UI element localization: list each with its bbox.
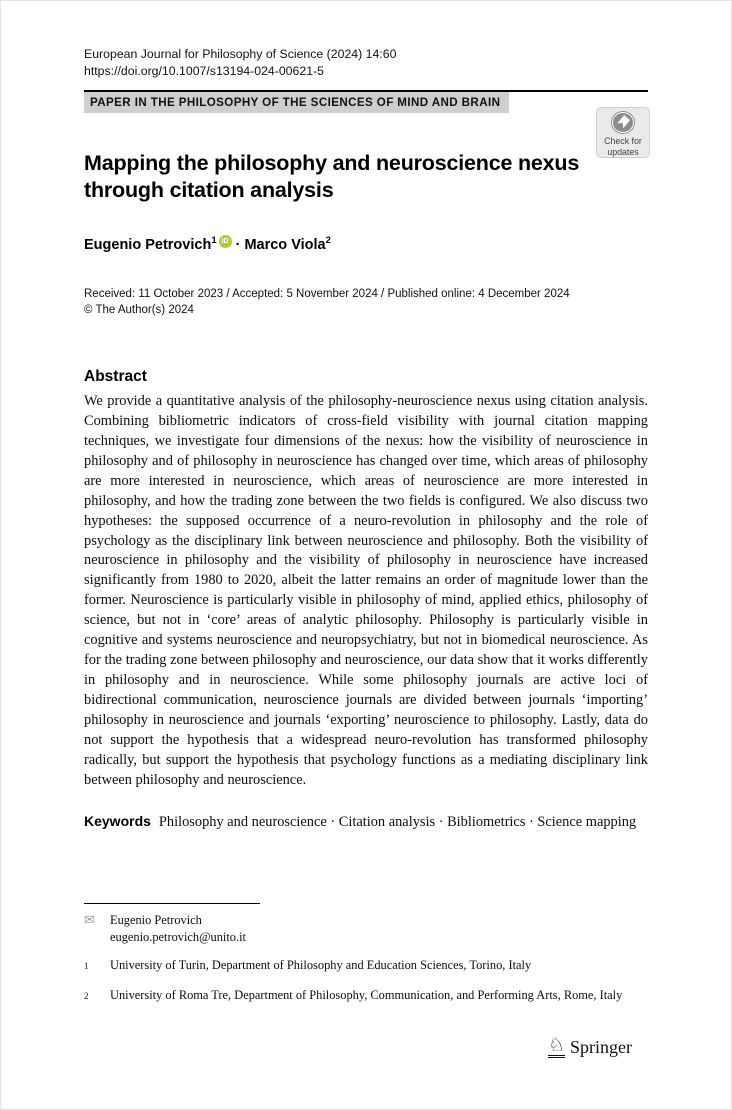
springer-horse-icon: ♘ xyxy=(547,1035,565,1056)
paper-category-banner: PAPER IN THE PHILOSOPHY OF THE SCIENCES OF MIND AND BRAIN xyxy=(84,92,509,113)
page-title xyxy=(84,150,648,204)
check-updates-label: Check for updates xyxy=(604,136,642,157)
received-accepted-published-line: Received: 11 October 2023 / Accepted: 5 November 2024 / Published online: 4 December 2024 xyxy=(84,287,570,300)
publisher-name: Springer xyxy=(570,1036,632,1057)
publication-dates xyxy=(84,286,648,319)
keywords-heading: Keywords xyxy=(84,812,151,829)
check-updates-icon xyxy=(612,112,634,133)
keywords-text: Philosophy and neuroscience · Citation analysis · Bibliometrics · Science mapping xyxy=(158,813,637,830)
title-line-2: through citation analysis xyxy=(84,178,334,202)
author-name-1: Eugenio Petrovich xyxy=(84,236,212,253)
affiliation-1-text: University of Turin, Department of Philosophy and Education Sciences, Torino, Italy xyxy=(110,958,532,972)
affiliation-2-text: University of Roma Tre, Department of Philosophy, Communication, and Performing Arts, Rome, Italy xyxy=(110,987,623,1002)
author-line xyxy=(84,235,648,253)
footnote-block xyxy=(84,903,648,1016)
affiliation-2-mark: 2 xyxy=(84,990,89,1001)
orcid-icon[interactable]: iD xyxy=(219,235,232,248)
journal-header xyxy=(84,46,648,80)
correspondence-row xyxy=(84,912,648,945)
abstract-text: We provide a quantitative analysis of the philosophy-neuroscience nexus using citation analysis. Combining bibliometric indicators of cross-field visibility with journal citation mapping techniques, we investigate four dimensions of the nexus: how the visibility of neuroscience in philosophy and of philosophy in neuroscience has changed over time, which areas of philosophy are more interested in neuroscience, which areas of neuroscience are more interested in philosophy, and how the trading zone between the two fields is configured. We also discuss two hypotheses: the supposed occurrence of a neuro-revolution in philosophy and the role of psychology as the disciplinary link between neuroscience and philosophy. Both the visibility of neuroscience in philosophy and the visibility of philosophy in neuroscience have increased significantly from 1980 to 2020, albeit the latter remains an order of magnitude lower than the former. Neuroscience is particularly visible in philosophy of mind, applied ethics, philosophy of science, but not in ‘core’ areas of analytic philosophy. Philosophy is particularly visible in cognitive and systems neuroscience and neuropsychiatry, but not in biomedical neuroscience. As for the trading zone between philosophy and neuroscience, our data show that it works differently in philosophy and in neuroscience. While some philosophy journals are active loci of bidirectional communication, neuroscience journals are divided between journals ‘importing’ philosophy in neuroscience and journals ‘exporting’ neuroscience to philosophy. Lastly, data do not support the hypothesis that a widespread neuro-revolution has transformed philosophy radically, but support the hypothesis that psychology functions as a mediating disciplinary link between philosophy and neuroscience. xyxy=(84,392,648,788)
publisher-logo xyxy=(548,1036,632,1058)
author-separator: · xyxy=(235,236,241,253)
envelope-icon: ✉ xyxy=(84,912,95,927)
affiliation-row-2 xyxy=(84,987,648,1005)
correspondence-email[interactable]: eugenio.petrovich@unito.it xyxy=(110,929,246,944)
correspondence-details xyxy=(110,912,246,945)
check-for-updates-badge[interactable] xyxy=(596,107,650,158)
author-1-affiliation-mark: 1 xyxy=(211,235,217,246)
doi-link[interactable]: https://doi.org/10.1007/s13194-024-00621-5 xyxy=(84,64,324,78)
bookmark-icon xyxy=(617,115,630,129)
section-banner-rule xyxy=(84,90,648,113)
keywords-line xyxy=(84,811,648,832)
footnote-divider xyxy=(84,903,260,904)
author-name-2: Marco Viola xyxy=(244,236,326,253)
journal-name-issue: European Journal for Philosophy of Science (2024) 14:60 xyxy=(84,47,397,61)
copyright-line: © The Author(s) 2024 xyxy=(84,304,194,317)
affiliation-row-1 xyxy=(84,957,648,975)
correspondence-name: Eugenio Petrovich xyxy=(110,913,202,927)
title-line-1: Mapping the philosophy and neuroscience nexus xyxy=(84,151,580,175)
abstract-heading: Abstract xyxy=(84,367,147,385)
affiliation-1-mark: 1 xyxy=(84,961,89,971)
author-2-affiliation-mark: 2 xyxy=(325,235,331,246)
